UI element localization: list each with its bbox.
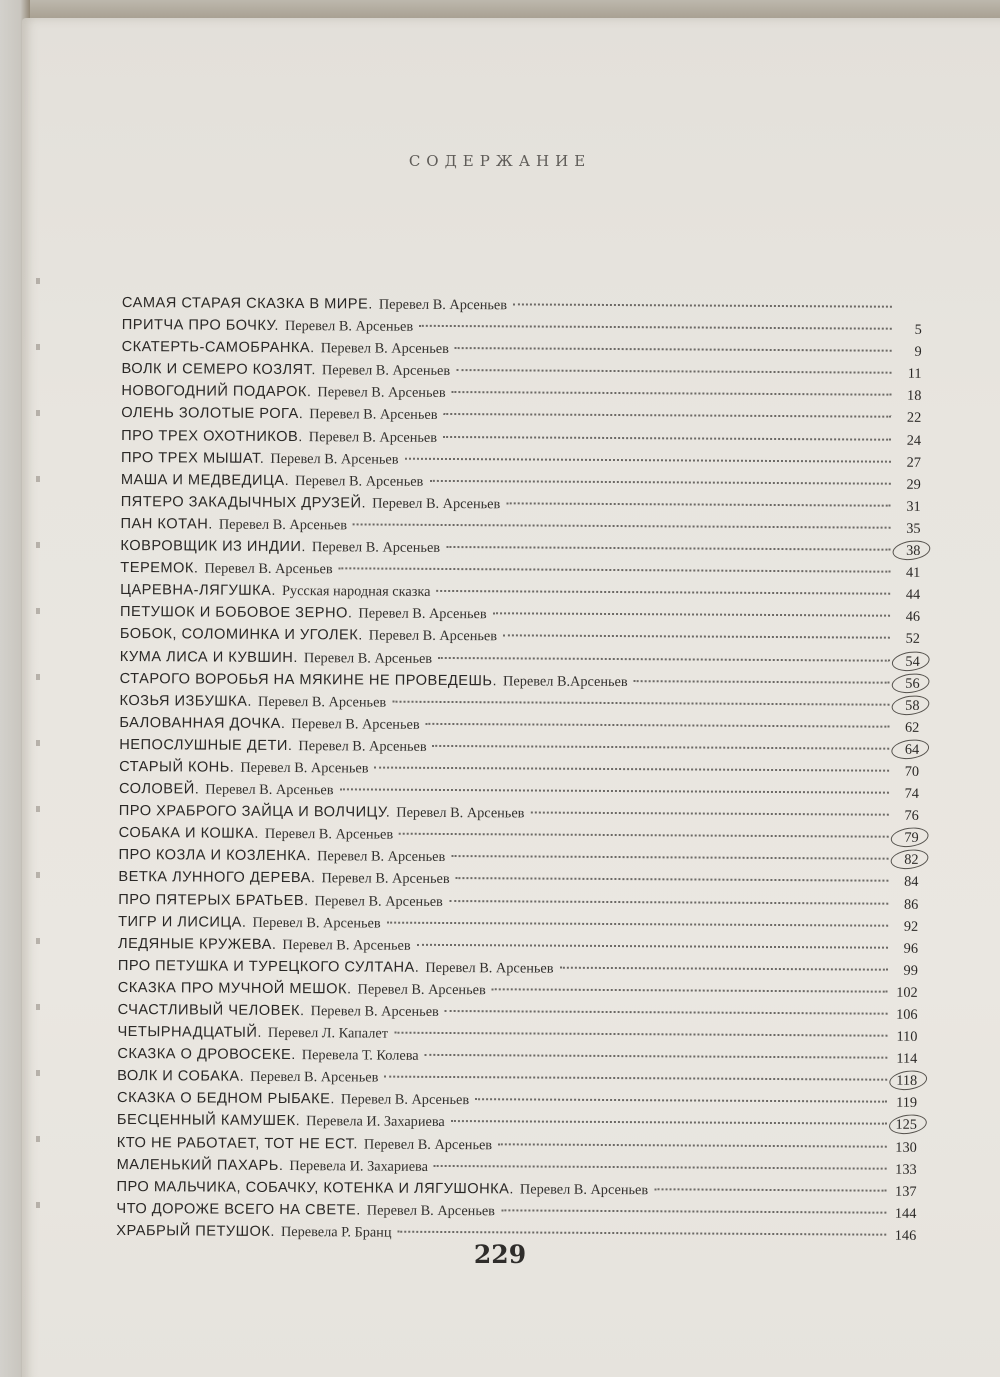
- dot-leader: [451, 1120, 887, 1125]
- table-of-contents: [116, 292, 922, 1247]
- toc-entry-page: 92: [903, 918, 919, 935]
- toc-entry-translator: Перевел В. Арсеньев: [204, 560, 333, 578]
- toc-entry-translator: Перевел Л. Капалет: [267, 1024, 389, 1042]
- toc-entry-title: СТАРОГО ВОРОБЬЯ НА МЯКИНЕ НЕ ПРОВЕДЕШЬ.: [119, 670, 498, 689]
- toc-entry-translator: Перевел В. Арсеньев: [321, 362, 451, 380]
- toc-entry-translator: Перевел В. Арсеньев: [378, 296, 508, 314]
- contents-heading: СОДЕРЖАНИЕ: [408, 152, 592, 170]
- toc-entry-translator: Перевел В. Арсеньев: [240, 759, 369, 777]
- dot-leader: [339, 567, 891, 572]
- toc-entry-title: ВЕТКА ЛУННОГО ДЕРЕВА.: [118, 869, 316, 887]
- toc-entry-title: БОБОК, СОЛОМИНКА И УГОЛЕК.: [119, 626, 363, 644]
- toc-entry-title: СКАЗКА О БЕДНОМ РЫБАКЕ.: [117, 1090, 335, 1108]
- toc-entry-translator: Перевел В. Арсеньев: [291, 715, 420, 733]
- dot-leader: [456, 369, 891, 374]
- toc-entry-page: 133: [895, 1161, 917, 1178]
- toc-entry-page-circled: 79: [893, 827, 919, 849]
- toc-entry-title: СОБАКА И КОШКА.: [118, 825, 259, 843]
- toc-entry-page: 86: [903, 896, 919, 913]
- toc-entry-translator: Перевел В. Арсеньев: [310, 1003, 439, 1020]
- toc-entry-title: ЛЕДЯНЫЕ КРУЖЕВА.: [117, 935, 277, 953]
- toc-entry-page-circled: 38: [894, 540, 920, 562]
- dot-leader: [452, 391, 892, 396]
- dot-leader: [419, 325, 892, 330]
- toc-entry-page: 22: [906, 410, 922, 427]
- toc-entry-page: 18: [907, 388, 922, 405]
- toc-entry-page-circled: 118: [891, 1070, 917, 1092]
- toc-entry-translator: Перевел В. Арсеньев: [311, 539, 441, 556]
- toc-entry-title: СКАЗКА О ДРОВОСЕКЕ.: [117, 1046, 296, 1064]
- toc-entry-translator: Перевел В. Арсеньев: [314, 892, 443, 910]
- dot-leader: [434, 1165, 887, 1170]
- toc-entry-page: 24: [906, 432, 922, 449]
- toc-entry-translator: Перевел В. Арсеньев: [257, 693, 387, 711]
- toc-entry-translator: Перевел В. Арсеньев: [252, 914, 381, 932]
- toc-entry-page: 70: [904, 763, 920, 780]
- toc-entry-page-circled: 54: [894, 650, 920, 672]
- toc-entry-title: СКАЗКА ПРО МУЧНОЙ МЕШОК.: [117, 979, 352, 998]
- toc-entry-page: 137: [895, 1183, 917, 1200]
- toc-entry-translator: Перевел В. Арсеньев: [340, 1091, 470, 1109]
- toc-entry-page-circled: 56: [894, 672, 920, 694]
- dot-leader: [492, 988, 888, 992]
- toc-entry-page: 9: [914, 344, 922, 361]
- toc-entry-page-circled: 64: [893, 739, 919, 761]
- dot-leader: [399, 833, 889, 838]
- toc-entry-page: 76: [904, 807, 919, 825]
- toc-entry-title: МАЛЕНЬКИЙ ПАХАРЬ.: [116, 1156, 284, 1174]
- toc-entry-title: ПЕТУШОК И БОБОВОЕ ЗЕРНО.: [119, 604, 353, 622]
- toc-entry-title: ПАН КОТАН.: [120, 515, 213, 533]
- toc-entry-translator: Перевел В. Арсеньев: [357, 981, 486, 999]
- toc-entry-title: КТО НЕ РАБОТАЕТ, ТОТ НЕ ЕСТ.: [116, 1134, 358, 1153]
- toc-entry-title: СОЛОВЕЙ.: [118, 781, 200, 798]
- dot-leader: [503, 635, 890, 639]
- toc-entry-translator: Русская народная сказка: [281, 583, 431, 601]
- dot-leader: [426, 723, 890, 728]
- dot-leader: [451, 855, 888, 860]
- toc-entry-translator: Перевел В. Арсеньев: [308, 428, 438, 446]
- dot-leader: [394, 1032, 887, 1037]
- toc-entry-page: 52: [905, 631, 920, 648]
- toc-entry-title: БАЛОВАННАЯ ДОЧКА.: [119, 714, 286, 732]
- page-number: 229: [473, 1240, 527, 1269]
- toc-entry-translator: Перевел В. Арсеньев: [320, 340, 449, 358]
- toc-entry-title: ПРО ПЕТУШКА И ТУРЕЦКОГО СУЛТАНА.: [117, 957, 420, 976]
- toc-entry-page: 114: [896, 1050, 918, 1068]
- toc-entry-page: 96: [903, 940, 919, 957]
- toc-entry-translator: Перевела Р. Бранц: [280, 1223, 392, 1241]
- toc-entry-translator: Перевел В. Арсеньев: [519, 1181, 649, 1198]
- toc-entry-page: 29: [906, 476, 921, 493]
- toc-entry-title: МАША И МЕДВЕДИЦА.: [120, 471, 290, 489]
- dot-leader: [398, 1231, 887, 1236]
- toc-entry-title: ПРО ПЯТЕРЫХ БРАТЬЕВ.: [118, 891, 309, 909]
- dot-leader: [425, 1054, 888, 1059]
- toc-entry-page: 144: [894, 1205, 917, 1222]
- dot-leader: [456, 877, 889, 882]
- dot-leader: [384, 1076, 887, 1081]
- toc-entry-translator: Перевел В. Арсеньев: [284, 318, 414, 335]
- dot-leader: [506, 502, 890, 506]
- toc-entry-translator: Перевел В. Арсеньев: [396, 804, 525, 822]
- dot-leader: [443, 436, 891, 441]
- toc-entry-page: 31: [906, 498, 921, 515]
- toc-entry-translator: Перевел В. Арсеньев: [317, 848, 446, 866]
- toc-entry-title: ПЯТЕРО ЗАКАДЫЧНЫХ ДРУЗЕЙ.: [120, 493, 367, 512]
- toc-entry-translator: Перевел В. Арсеньев: [321, 870, 450, 888]
- toc-entry-page: 99: [903, 962, 918, 979]
- toc-entry-translator: Перевел В. Арсеньев: [303, 649, 433, 667]
- dot-leader: [387, 921, 888, 926]
- toc-entry-page: 62: [905, 719, 920, 736]
- toc-entry-title: ХРАБРЫЙ ПЕТУШОК.: [116, 1222, 276, 1240]
- dot-leader: [433, 745, 890, 750]
- toc-entry-title: СЧАСТЛИВЫЙ ЧЕЛОВЕК.: [117, 1001, 305, 1020]
- toc-entry-title: КОВРОВЩИК ИЗ ИНДИИ.: [120, 538, 306, 556]
- toc-entry-translator: Перевел В. Арсеньев: [295, 472, 424, 490]
- toc-entry-page: 44: [905, 587, 921, 604]
- dot-leader: [501, 1209, 886, 1213]
- dot-leader: [634, 680, 890, 684]
- toc-entry-page: 27: [906, 454, 922, 471]
- toc-entry-translator: Перевел В. Арсеньев: [366, 1202, 496, 1220]
- dot-leader: [443, 413, 891, 418]
- dot-leader: [405, 457, 891, 462]
- toc-entry-title: ПРО КОЗЛА И КОЗЛЕНКА.: [118, 847, 312, 865]
- toc-entry-title: ПРО ТРЕХ ОХОТНИКОВ.: [121, 427, 303, 445]
- toc-entry-title: ЧТО ДОРОЖЕ ВСЕГО НА СВЕТЕ.: [116, 1200, 361, 1219]
- toc-entry-title: САМАЯ СТАРАЯ СКАЗКА В МИРЕ.: [121, 294, 373, 313]
- dot-leader: [498, 1143, 887, 1147]
- dot-leader: [436, 590, 890, 595]
- toc-entry-page: 35: [906, 520, 921, 537]
- toc-entry-page: 110: [896, 1028, 918, 1045]
- toc-entry-title: ВОЛК И СОБАКА.: [117, 1068, 245, 1086]
- toc-entry-page: 146: [894, 1227, 917, 1244]
- dot-leader: [392, 700, 889, 705]
- toc-entry-page: 106: [896, 1006, 918, 1023]
- dot-leader: [455, 347, 892, 352]
- dot-leader: [560, 966, 888, 970]
- toc-entry-page: 46: [905, 609, 921, 626]
- toc-entry-page: 74: [904, 785, 919, 802]
- toc-entry-translator: Перевел В. Арсеньев: [368, 627, 498, 645]
- dot-leader: [654, 1188, 886, 1191]
- dot-leader: [475, 1099, 887, 1104]
- binding-stitches: [36, 218, 40, 1218]
- toc-entry-page-circled: 58: [893, 694, 919, 716]
- toc-entry-translator: Перевел В. Арсеньев: [205, 781, 334, 799]
- toc-entry-translator: Перевел В. Арсеньев: [425, 959, 554, 977]
- dot-leader: [417, 944, 888, 949]
- toc-entry-title: ПРО ХРАБРОГО ЗАЙЦА И ВОЛЧИЦУ.: [118, 803, 391, 821]
- toc-entry-translator: Перевел В. Арсеньев: [264, 826, 394, 843]
- dot-leader: [438, 656, 890, 661]
- toc-entry-title: БЕСЦЕННЫЙ КАМУШЕК.: [116, 1112, 301, 1130]
- toc-entry-translator: Перевел В. Арсеньев: [250, 1069, 379, 1086]
- toc-entry-title: КУМА ЛИСА И КУВШИН.: [119, 648, 298, 666]
- dot-leader: [513, 303, 892, 307]
- dot-leader: [449, 900, 888, 905]
- toc-entry-translator: Перевела И. Захариева: [306, 1113, 445, 1131]
- dot-leader: [375, 767, 890, 772]
- dot-leader: [493, 613, 890, 617]
- dot-leader: [353, 523, 891, 528]
- dot-leader: [445, 1010, 888, 1015]
- toc-entry-translator: Перевела Т. Колева: [301, 1047, 419, 1065]
- toc-entry-translator: Перевел В. Арсеньев: [309, 406, 438, 424]
- toc-entry-translator: Перевела И. Захариева: [289, 1157, 429, 1175]
- toc-entry-title: ПРО ТРЕХ МЫШАТ.: [120, 449, 265, 467]
- toc-entry-page: 119: [896, 1095, 918, 1112]
- dot-leader: [340, 788, 889, 793]
- toc-entry-translator: Перевел В. Арсеньев: [282, 936, 411, 954]
- toc-entry-translator: Перевел В. Арсеньев: [317, 384, 446, 402]
- toc-entry-translator: Перевел В. Арсеньев: [358, 605, 487, 623]
- toc-entry-title: СКАТЕРТЬ-САМОБРАНКА.: [121, 339, 315, 357]
- toc-entry-title: НЕПОСЛУШНЫЕ ДЕТИ.: [119, 736, 293, 754]
- toc-entry-title: ВОЛК И СЕМЕРО КОЗЛЯТ.: [121, 361, 316, 379]
- toc-entry-page: 102: [896, 984, 918, 1001]
- toc-entry-page: 11: [907, 366, 922, 383]
- toc-entry-title: ЧЕТЫРНАДЦАТЫЙ.: [117, 1024, 262, 1041]
- toc-entry-translator: Перевел В. Арсеньев: [218, 516, 348, 534]
- toc-entry-translator: Перевел В. Арсеньев: [372, 495, 501, 513]
- toc-entry-title: ТИГР И ЛИСИЦА.: [118, 913, 247, 931]
- toc-entry-title: ОЛЕНЬ ЗОЛОТЫЕ РОГА.: [121, 405, 304, 423]
- dot-leader: [446, 546, 890, 551]
- toc-entry-title: ПРИТЧА ПРО БОЧКУ.: [121, 317, 280, 335]
- toc-entry-title: ПРО МАЛЬЧИКА, СОБАЧКУ, КОТЕНКА И ЛЯГУШОНКА.: [116, 1178, 514, 1198]
- toc-entry-page-circled: 82: [892, 849, 918, 871]
- toc-entry-page: 84: [904, 874, 919, 891]
- toc-entry-title: КОЗЬЯ ИЗБУШКА.: [119, 692, 253, 710]
- toc-entry-title: ТЕРЕМОК.: [120, 560, 199, 577]
- toc-entry-title: СТАРЫЙ КОНЬ.: [119, 758, 235, 776]
- dot-leader: [530, 812, 888, 816]
- toc-entry-translator: Перевел В. Арсеньев: [270, 450, 399, 468]
- toc-entry-translator: Перевел В.Арсеньев: [503, 672, 628, 690]
- toc-entry-page: 5: [914, 321, 922, 338]
- toc-entry-translator: Перевел В. Арсеньев: [363, 1136, 493, 1153]
- toc-entry-translator: Перевел В. Арсеньев: [298, 737, 427, 755]
- toc-entry-title: ЦАРЕВНА-ЛЯГУШКА.: [120, 582, 277, 600]
- toc-entry-page: 130: [895, 1139, 917, 1156]
- toc-entry-page-circled: 125: [891, 1114, 917, 1136]
- toc-entry-page: 41: [905, 564, 921, 582]
- toc-entry-title: НОВОГОДНИЙ ПОДАРОК.: [121, 383, 312, 401]
- dot-leader: [429, 480, 891, 485]
